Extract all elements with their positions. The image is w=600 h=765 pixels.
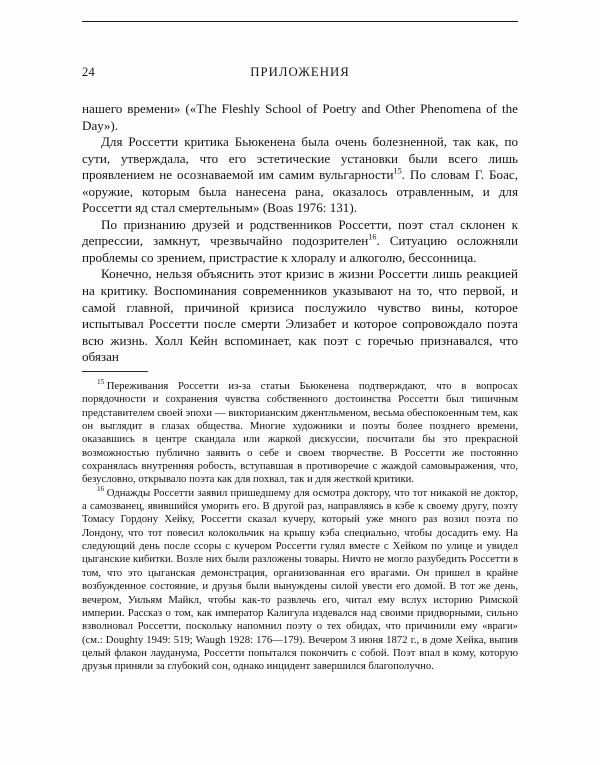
paragraph-depression [82, 217, 518, 267]
page-number: 24 [82, 65, 95, 79]
footnote-reference-16[interactable]: 16 [368, 233, 377, 243]
paragraph-text-after-note: . По словам Г. Боас, «оружие, которым была нанесена рана, оказалось отравленным, и для Россетти яд стал смертельным» (Boas 1976: 131). [82, 167, 518, 216]
paragraph-text-after-note: . Ситуацию осложняли проблемы со зрением, пристрастие к хлоралу и алкоголю, бессонница. [82, 233, 518, 265]
paragraph-text-before-note: Для Россетти критика Бьюкенена была очень болезненной, так как, по сути, утверждала, что его эстетические установки были всего лишь проявлением не осознаваемой им самим вульгарности [82, 134, 518, 183]
paragraph-crisis-causes [82, 266, 518, 365]
footnote-text: Однажды Россетти заявил пришедшему для осмотра доктору, что тот никакой не доктор, а самозванец, явившийся уморить его. В другой раз, направляясь в кэбе к своему другу, поэту Томасу Гордону Хейку, Россетти сказал кучеру, который уже много раз возил поэта по Лондону, что тот повесил колокольчик на крышу кэба специально, чтобы досадить ему. На следующий день после ссоры с кучером Россетти гулял вместе с Хейком по улице и увидел цыганские кибитки. Возле них были разложены товары. Ничто не могло разубедить Россетти в том, что это цыганская демонстрация, организованная его врагами. Он пришел в крайне возбужденное состояние, и друзья были вынуждены силой увести его домой. В тот же день, вечером, Уильям Майкл, чтобы как-то развлечь его, читал ему вслух историю Римской империи. Рассказ о том, как император Калигула издевался над своими придворными, сильно взволновал Россетти, поскольку напомнил поэту о тех обидах, что причинили ему «враги» (см.: Doughty 1949: 519; Waugh 1928: 176—179). Вечером 3 июня 1872 г., в доме Хейка, выпив целый флакон лауданума, Россетти попытался покончить с собой. Поэт впал в кому, которую друзья приняли за глубокий сон, однако инцидент завершился благополучно. [82, 486, 518, 673]
paragraph-continuation [82, 101, 518, 134]
running-head-rule [82, 21, 518, 22]
running-head-title: ПРИЛОЖЕНИЯ [250, 65, 350, 79]
footnote-16 [82, 487, 518, 674]
paragraph-buchanan-criticism [82, 134, 518, 217]
footnote-marker-16: 16 [97, 485, 105, 494]
body-text [82, 101, 518, 366]
paragraph-text-before-note: По признанию друзей и родственников Россетти, поэт стал склонен к депрессии, замкнут, чрезвычайно подозрителен [82, 216, 518, 249]
running-head [82, 64, 518, 82]
paragraph-text: Конечно, нельзя объяснить этот кризис в жизни Россетти лишь реакцией на критику. Воспоминания современников указывают на то, что первой, и самой главной, причиной кризиса послужило чувство вины, которое испытывал Россетти после смерти Элизабет и которое сопровождало поэта всю жизнь. Холл Кейн вспоминает, как поэт с горечью признавался, что обязан [82, 266, 518, 365]
footnote-separator-rule [82, 371, 148, 372]
footnote-marker-15: 15 [97, 378, 105, 387]
footnote-text: Переживания Россетти из-за статьи Бьюкенена подтверждают, что в вопросах порядочности и сохранения чувства собственного достоинства Россетти был типичным представителем своей эпохи — викторианским джентльменом, весьма обеспокоенным тем, как он выглядит в глазах общества. Многие художники и поэты более позднего времени, оказавшись в центре скандала или жаркой дискуссии, посчитали бы это прекрасной возможностью публично заявить о себе и своем творчестве. В Россетти же постоянно сохранялась внутренняя робость, вступавшая в противоречие с жаждой самовыражения, что, безусловно, открывало поэта как для похвал, так и для жесткой критики. [82, 380, 518, 486]
footnote-15 [82, 380, 518, 487]
paragraph-text: нашего времени» («The Fleshly School of Poetry and Other Phenomena of the Day»). [82, 101, 518, 133]
footnote-reference-15[interactable]: 15 [393, 166, 402, 176]
footnote-block [82, 380, 518, 674]
page-text-block [82, 0, 518, 765]
